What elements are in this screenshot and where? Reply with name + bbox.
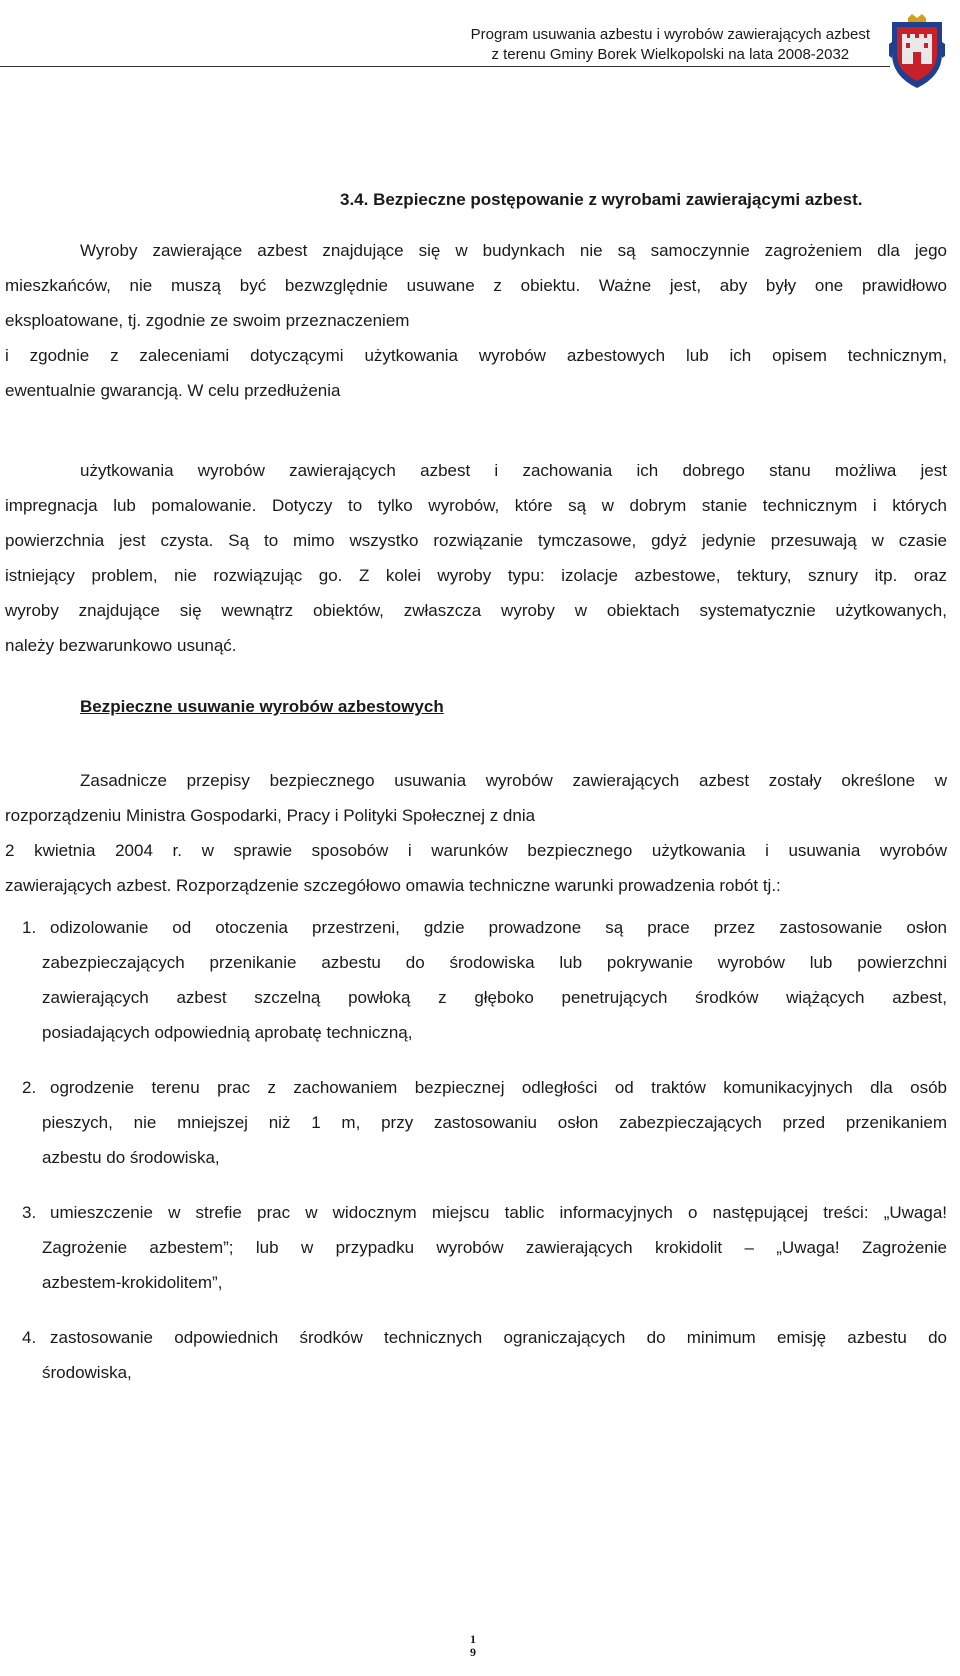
paragraph-line: rozporządzeniu Ministra Gospodarki, Pracy i Polityki Społecznej z dnia bbox=[5, 806, 536, 825]
paragraph-line: ewentualnie gwarancją. W celu przedłużenia bbox=[5, 381, 341, 400]
page-number-digit: 1 bbox=[470, 1632, 476, 1646]
list-item-line: odizolowanie od otoczenia przestrzeni, gdzie prowadzone są prace przez zastosowanie osłon bbox=[50, 918, 947, 937]
paragraph-line: impregnacja lub pomalowanie. Dotyczy to tylko wyrobów, które są w dobrym stanie technicznym i których bbox=[5, 496, 947, 515]
list-item-line: Zagrożenie azbestem”; lub w przypadku wyrobów zawierających krokidolit – „Uwaga! Zagrożenie bbox=[42, 1238, 947, 1257]
subsection-heading: Bezpieczne usuwanie wyrobów azbestowych bbox=[80, 697, 444, 716]
list-item-number: 4. bbox=[22, 1328, 37, 1347]
list-item-line: posiadających odpowiednią aprobatę techniczną, bbox=[42, 1023, 413, 1042]
list-item-line: pieszych, nie mniejszej niż 1 m, przy zastosowaniu osłon zabezpieczających przed przenikaniem bbox=[42, 1113, 947, 1132]
paragraph-line: Wyroby zawierające azbest znajdujące się w budynkach nie są samoczynnie zagrożeniem dla jego bbox=[80, 241, 947, 260]
paragraph-intro bbox=[5, 233, 947, 408]
list-item-line: zastosowanie odpowiednich środków technicznych ograniczających do minimum emisję azbestu do bbox=[50, 1328, 947, 1347]
list-item-line: umieszczenie w strefie prac w widocznym miejscu tablic informacyjnych o następującej treści: „Uwaga! bbox=[50, 1203, 947, 1222]
paragraph-maintenance bbox=[5, 453, 947, 663]
paragraph-line: powierzchnia jest czysta. Są to mimo wszystko rozwiązanie tymczasowe, gdyż jedynie przesuwają w czasie bbox=[5, 531, 947, 550]
paragraph-line: istniejący problem, nie rozwiązując go. Z kolei wyroby typu: izolacje azbestowe, tektury, sznury itp. oraz bbox=[5, 566, 947, 585]
list-item-line: zawierających azbest szczelną powłoką z głęboko penetrujących środków wiążących azbest, bbox=[42, 988, 947, 1007]
list-item-line: azbestem-krokidolitem”, bbox=[42, 1273, 223, 1292]
paragraph-regulation bbox=[5, 763, 947, 903]
paragraph-line: mieszkańców, nie muszą być bezwzględnie usuwane z obiektu. Ważne jest, aby były one prawidłowo bbox=[5, 276, 947, 295]
page-number bbox=[468, 1633, 478, 1659]
list-item bbox=[5, 1070, 947, 1175]
header-title bbox=[471, 25, 870, 65]
paragraph-line: Zasadnicze przepisy bezpiecznego usuwania wyrobów zawierających azbest zostały określone w bbox=[80, 771, 947, 790]
paragraph-line: użytkowania wyrobów zawierających azbest i zachowania ich dobrego stanu możliwa jest bbox=[80, 461, 947, 480]
list-item-line: zabezpieczających przenikanie azbestu do środowiska lub pokrywanie wyrobów lub powierzchni bbox=[42, 953, 947, 972]
page-header bbox=[0, 14, 960, 76]
paragraph-line: należy bezwarunkowo usunąć. bbox=[5, 636, 237, 655]
paragraph-line: zawierających azbest. Rozporządzenie szczegółowo omawia techniczne warunki prowadzenia robót tj.: bbox=[5, 876, 781, 895]
list-item-line: azbestu do środowiska, bbox=[42, 1148, 220, 1167]
list-item-line: ogrodzenie terenu prac z zachowaniem bezpiecznej odległości od traktów komunikacyjnych dla osób bbox=[50, 1078, 947, 1097]
list-item bbox=[5, 1320, 947, 1390]
coat-of-arms-icon bbox=[886, 14, 948, 90]
paragraph-line: 2 kwietnia 2004 r. w sprawie sposobów i warunków bezpiecznego użytkowania i usuwania wyrobów bbox=[5, 841, 947, 860]
header-divider bbox=[0, 66, 890, 67]
list-item-line: środowiska, bbox=[42, 1363, 132, 1382]
list-item bbox=[5, 1195, 947, 1300]
list-item-number: 3. bbox=[22, 1203, 37, 1222]
paragraph-line: i zgodnie z zaleceniami dotyczącymi użytkowania wyrobów azbestowych lub ich opisem technicznym, bbox=[5, 346, 947, 365]
paragraph-line: eksploatowane, tj. zgodnie ze swoim przeznaczeniem bbox=[5, 311, 410, 330]
list-item bbox=[5, 910, 947, 1050]
header-title-line-1: Program usuwania azbestu i wyrobów zawierających azbest bbox=[470, 26, 870, 43]
work-conditions-list bbox=[5, 910, 947, 1410]
header-title-line-2: z terenu Gminy Borek Wielkopolski na lata 2008-2032 bbox=[491, 46, 850, 63]
section-heading: 3.4. Bezpieczne postępowanie z wyrobami zawierającymi azbest. bbox=[340, 190, 863, 209]
page-number-digit: 9 bbox=[470, 1645, 476, 1659]
paragraph-line: wyroby znajdujące się wewnątrz obiektów, zwłaszcza wyroby w obiektach systematycznie użytkowanych, bbox=[5, 601, 947, 620]
list-item-number: 2. bbox=[22, 1078, 37, 1097]
list-item-number: 1. bbox=[22, 918, 37, 937]
